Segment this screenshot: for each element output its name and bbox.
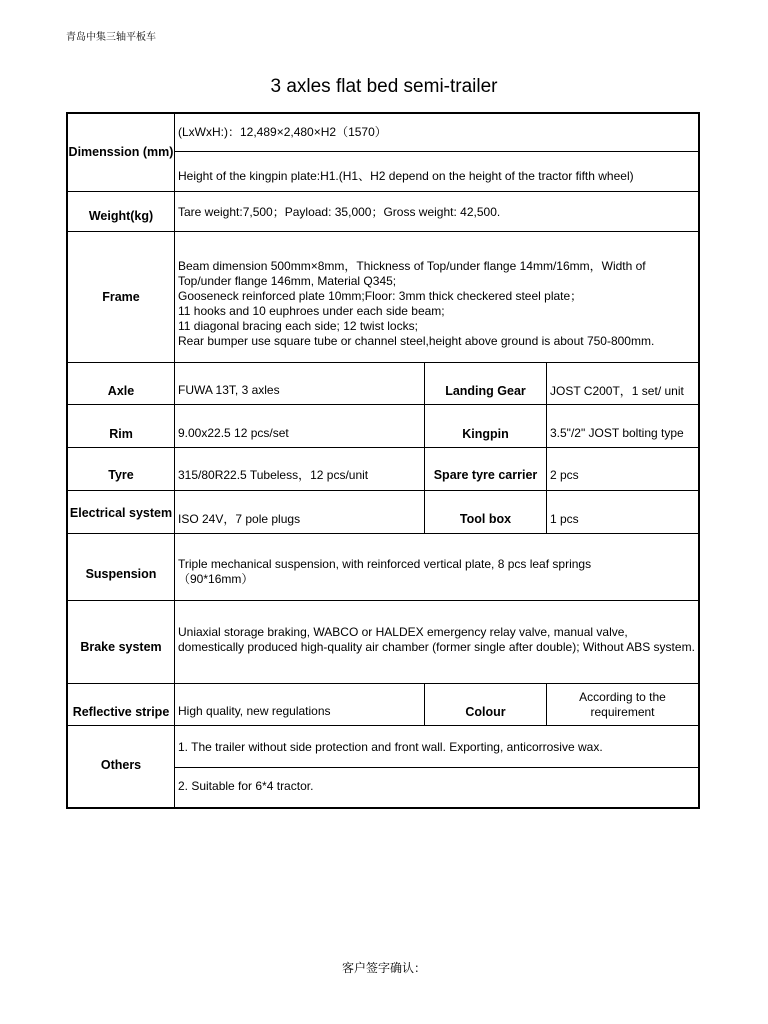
customer-signature-label: 客户签字确认： — [341, 961, 426, 975]
axle-value: FUWA 13T, 3 axles — [178, 382, 280, 397]
tyre-label: Tyre — [108, 467, 134, 482]
tool-box-value: 1 pcs — [550, 511, 579, 526]
header-note: 青岛中集三轴平板车 — [66, 32, 156, 43]
dimension-value: (LxWxH:)：12,489×2,480×H2（1570） — [178, 125, 387, 139]
table-border-right — [698, 112, 700, 809]
axle-label: Axle — [107, 384, 135, 398]
kingpin-label: Kingpin — [462, 426, 509, 441]
weight-value: Tare weight:7,500；Payload: 35,000；Gross weight: 42,500. — [178, 205, 501, 219]
kingpin-value: 3.5"/2" JOST bolting type — [550, 425, 684, 440]
frame-spec-line: 11 diagonal bracing each side; 12 twist locks; — [178, 319, 418, 333]
rim-value: 9.00x22.5 12 pcs/set — [178, 425, 289, 440]
frame-spec-line: Rear bumper use square tube or channel steel,height above ground is about 750-800mm. — [178, 334, 655, 348]
others-label: Others — [100, 758, 142, 772]
weight-label: Weight(kg) — [88, 209, 154, 223]
spare-tyre-carrier-value: 2 pcs — [550, 467, 579, 482]
landing-gear-value: JOST C200T，1 set/ unit — [550, 384, 684, 398]
spec-table — [66, 112, 700, 809]
table-border-bottom — [66, 807, 700, 809]
frame-specs — [175, 259, 698, 349]
kingpin-height-note: Height of the kingpin plate:H1.(H1、H2 depend on the height of the tractor fifth wheel) — [178, 169, 634, 183]
brake-system-value: Uniaxial storage braking, WABCO or HALDEX emergency relay valve, manual valve, domestically produced high-quality air chamber (former single after double); Without ABS system. — [178, 625, 695, 654]
tyre-value: 315/80R22.5 Tubeless，12 pcs/unit — [178, 467, 369, 482]
tool-box-label: Tool box — [459, 511, 512, 526]
frame-spec-line: 11 hooks and 10 euphroes under each side beam; — [178, 304, 445, 318]
suspension-label: Suspension — [85, 566, 157, 581]
rim-label: Rim — [109, 426, 133, 441]
frame-spec-line: Gooseneck reinforced plate 10mm;Floor: 3mm thick checkered steel plate； — [178, 289, 583, 303]
dimension-label: Dimenssion (mm) — [68, 145, 174, 159]
landing-gear-label: Landing Gear — [445, 384, 526, 398]
electrical-system-value: ISO 24V，7 pole plugs — [178, 511, 301, 526]
frame-label: Frame — [102, 289, 140, 304]
others-note-1: 1. The trailer without side protection and front wall. Exporting, anticorrosive wax. — [178, 740, 603, 754]
spare-tyre-carrier-label: Spare tyre carrier — [433, 467, 538, 482]
document-title: 3 axles flat bed semi-trailer — [270, 76, 498, 97]
brake-system-label: Brake system — [80, 639, 162, 654]
reflective-stripe-label: Reflective stripe — [72, 704, 170, 719]
others-note-2: 2. Suitable for 6*4 tractor. — [178, 779, 314, 793]
colour-label: Colour — [465, 704, 506, 719]
electrical-system-label: Electrical system — [69, 506, 173, 520]
reflective-stripe-value: High quality, new regulations — [178, 703, 331, 718]
frame-spec-line: Beam dimension 500mm×8mm，Thickness of Top/under flange 14mm/16mm，Width of Top/under flange 146mm, Material Q345; — [178, 259, 646, 288]
colour-value: According to the requirement — [579, 689, 666, 719]
suspension-value: Triple mechanical suspension, with reinforced vertical plate, 8 pcs leaf springs （90*16mm） — [178, 557, 592, 586]
